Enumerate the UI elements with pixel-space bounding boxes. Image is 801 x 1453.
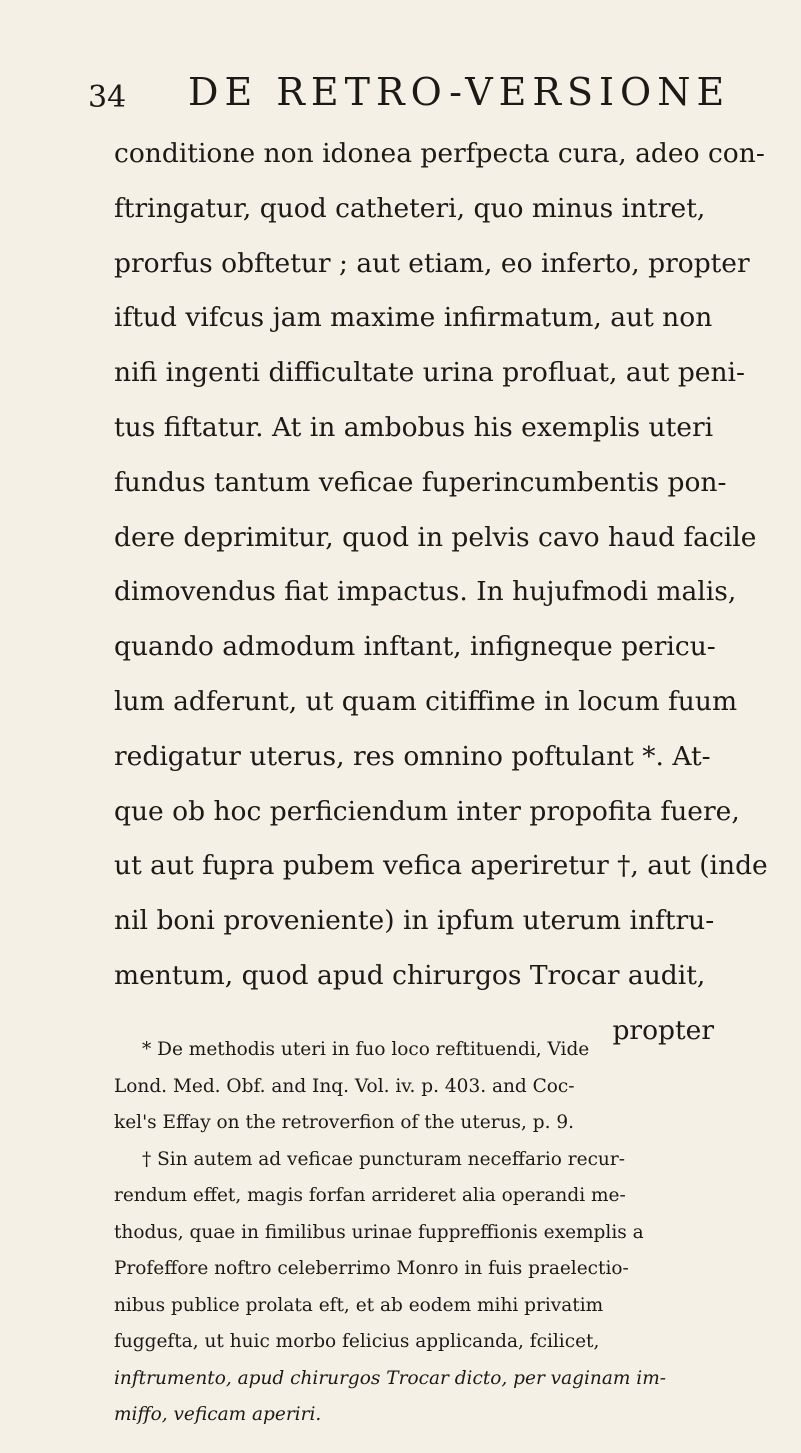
footnote-line: fuggefta, ut huic morbo felicius applicanda, fcilicet, <box>114 1331 600 1352</box>
footnote-line: rendum effet, magis forfan arrideret alia operandi me- <box>114 1185 626 1206</box>
text-line: quando admodum inftant, infigneque pericu- <box>114 631 716 663</box>
footnote-line: Profeffore noftro celeberrimo Monro in fuis praelectio- <box>114 1258 629 1279</box>
text-line: fundus tantum veficae fuperincumbentis pon- <box>114 466 727 498</box>
footnote-line: miffo, veficam aperiri. <box>114 1404 322 1425</box>
text-line: nifi ingenti difficultate urina profluat, aut peni- <box>114 357 745 389</box>
text-line: redigatur uterus, res omnino poftulant *. At- <box>114 740 711 772</box>
text-line: ftringatur, quod catheteri, quo minus intret, <box>114 192 706 224</box>
footnote-line: † Sin autem ad veficae puncturam neceffario recur- <box>142 1148 625 1170</box>
page-number: 34 <box>88 80 127 115</box>
footnote-line: nibus publice prolata eft, et ab eodem mihi privatim <box>114 1294 604 1316</box>
main-text <box>114 127 768 1059</box>
catchword: propter <box>612 1014 714 1046</box>
text-line: prorfus obftetur ; aut etiam, eo inferto, propter <box>114 247 750 279</box>
text-line: lum adferunt, ut quam citiffime in locum fuum <box>114 685 738 717</box>
text-line: conditione non idonea perfpecta cura, adeo con- <box>114 138 765 169</box>
running-head: DE RETRO-VERSIONE <box>188 70 731 114</box>
text-line: que ob hoc perficiendum inter propofita fuere, <box>114 795 740 827</box>
footnote-line: kel's Effay on the retroverfion of the uterus, p. 9. <box>114 1112 574 1133</box>
footnotes <box>114 1032 724 1434</box>
text-line: ut aut fupra pubem vefica aperiretur †, aut (inde <box>114 850 768 882</box>
footnote-line: * De methodis uteri in fuo loco reftituendi, Vide <box>142 1039 590 1060</box>
text-line: mentum, quod apud chirurgos Trocar audit, <box>114 959 706 991</box>
text-line: dere deprimitur, quod in pelvis cavo haud facile <box>114 521 757 553</box>
page-header <box>88 62 731 122</box>
footnote-line: Lond. Med. Obf. and Inq. Vol. iv. p. 403. and Coc- <box>114 1075 575 1097</box>
footnote-line: inftrumento, apud chirurgos Trocar dicto, per vaginam im- <box>114 1367 666 1389</box>
footnote-line: thodus, quae in fimilibus urinae fuppreffionis exemplis a <box>114 1221 644 1243</box>
text-line: dimovendus fiat impactus. In hujufmodi malis, <box>114 576 737 608</box>
text-line: nil boni proveniente) in ipfum uterum inftru- <box>114 905 715 937</box>
text-line: iftud vifcus jam maxime infirmatum, aut non <box>114 302 713 334</box>
text-line: tus fiftatur. At in ambobus his exemplis uteri <box>114 411 714 443</box>
